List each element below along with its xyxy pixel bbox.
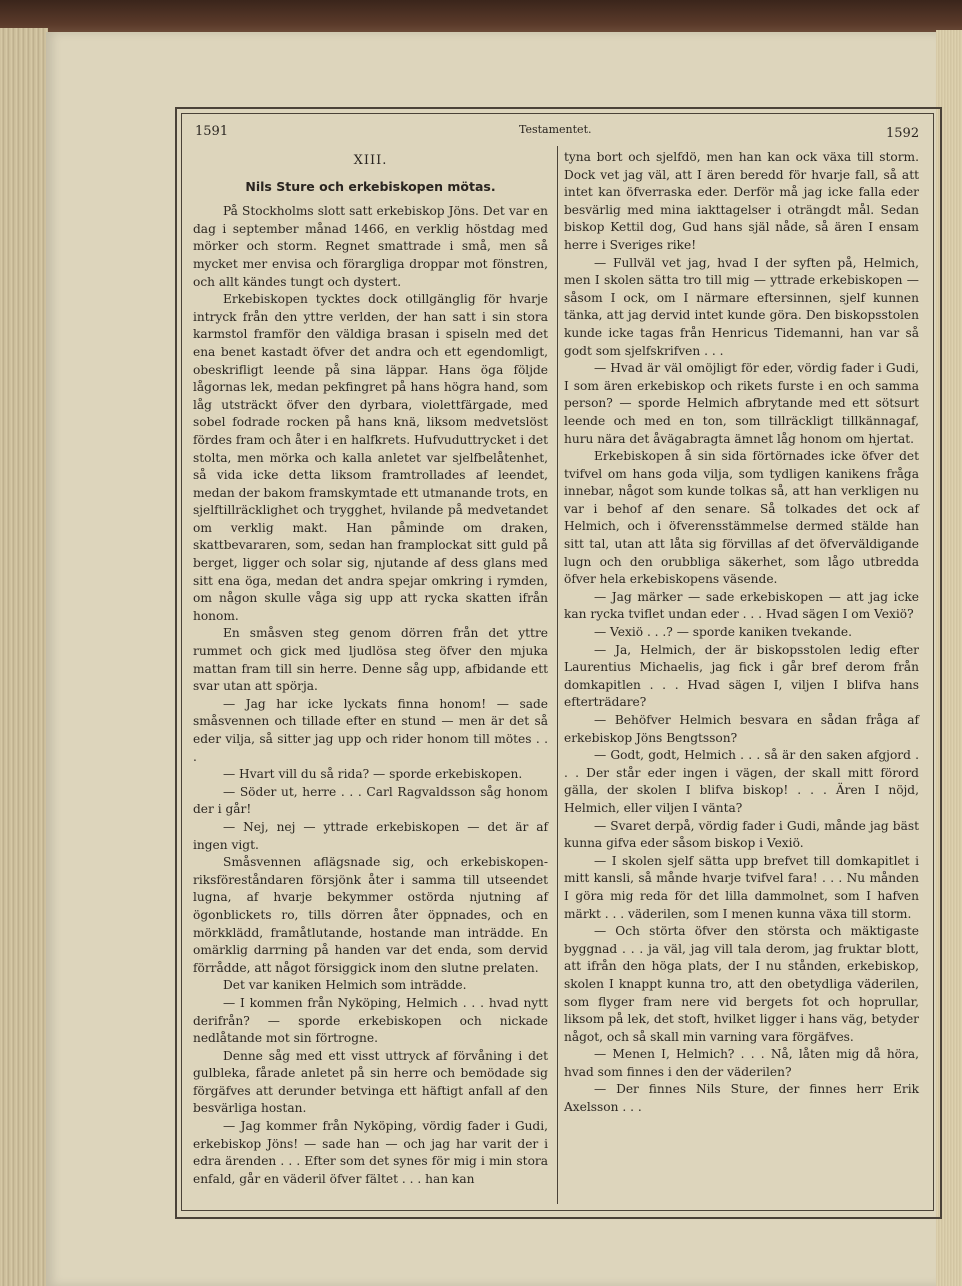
paragraph: — Fullväl vet jag, hvad I der syften på, Helmich, men I skolen sätta tro till mig — yttrade erkebiskopen — såsom I ock, om I närmare eftersinnen, sjelf kunnen tänka, att jag dervid intet kunde göra. Den biskopsstolen kunde icke tagas från Henricus Tidemanni, han var så godt som sjelfskrifven . . .: [564, 255, 919, 358]
paragraph: — Hvart vill du så rida? — sporde erkebiskopen.: [223, 767, 523, 782]
paragraph: — Jag har icke lyckats finna honom! — sade småsvennen och tillade efter en stund — men är det så eder vilja, så sitter jag upp och rider honom till mötes . . .: [193, 696, 548, 764]
paragraph: Småsvennen aflägsnade sig, och erkebiskopen-riksföreståndaren försjönk åter i samma till utseendet lugna, af hvarje bekymmer ostörda njutning af ögonblickets ro, tills dörren åter öppnades, och en mörkklädd, framåtlutande, hostande man inträdde. En omärklig darrning på handen var det enda, som dervid förrådde, att något försiggick inom den slutne prelaten.: [193, 855, 548, 975]
paragraph: — Vexiö . . .? — sporde kaniken tvekande.: [594, 625, 852, 640]
paragraph: Erkebiskopen tycktes dock otillgänglig för hvarje intryck från den yttre verlden, der han satt i sin stora karmstol framför den väldiga brasan i spiseln med det ena benet kastadt öfver det andra och ett egendomligt, obeskrifligt leende på sina läppar. Hans öga följde lågornas lek, medan pekfingret på hans högra hand, som låg utsträckt öfver den dyrbara, violettfärgade, med sobel fodrade rocken på hans knä, liksom medvetslöst fördes fram och åter i en halfkrets. Hufvuduttrycket i det stolta, men mörka och kalla anletet var sjelfbelåtenhet, så vida icke detta liksom framtrollades af leendet, medan der bakom framskymtade ett utmanande trots, en sjelftillräcklighet och trygghet, hvilande på medvetandet om verklig makt. Han påminde om draken, skattbevararen, som, sedan han framplockat sitt guld på berget, ligger och solar sig, njutande af dess glans med sitt ena öga, medan det andra spejar omkring i rymden, om någon skulle våga sig upp att rycka skatten ifrån honom.: [193, 292, 548, 623]
text-column-right: [564, 149, 919, 1117]
page-number-left: 1591: [195, 124, 229, 139]
running-header: Testamentet.: [519, 123, 592, 136]
paragraph: — Och störta öfver den största och mäktigaste byggnad . . . ja väl, jag vill tala derom, jag fruktar blott, att ifrån den höga plats, der I nu stånden, erkebiskop, skolen I knappt kunna tro, att den obetydliga väderilen, som flyger fram nere vid bergets fot och hoprullar, liksom på lek, det stoft, hvilket ligger i hans väg, betyder något, och så skall min varning vara förgäfves.: [564, 924, 919, 1044]
left-column-body: [193, 203, 548, 1188]
paragraph: Erkebiskopen å sin sida förtörnades icke öfver det tvifvel om hans goda vilja, som tydligen kanikens fråga innebar, något som kunde tolkas så, att han verkligen nu var i behof af den senare. Så tolkades det ock af Helmich, och i öfverensstämmelse dermed stälde han sitt tal, utan att låta sig förvillas af det öfverväldigande lugn och den orubbliga säkerhet, som lågo utbredda öfver hela erkebiskopens väsende.: [564, 449, 919, 587]
paragraph: — Svaret derpå, vördig fader i Gudi, månde jag bäst kunna gifva eder såsom biskop i Vexiö.: [564, 818, 919, 851]
paragraph: — I skolen sjelf sätta upp brefvet till domkapitlet i mitt kansli, så månde hvarje tvifvel fara! . . . Nu månden I göra mig reda för det lilla dammolnet, som I hafven märkt . . . väderilen, som I menen kunna växa till storm.: [564, 853, 919, 921]
paragraph: En småsven steg genom dörren från det yttre rummet och gick med ljudlösa steg öfver den mjuka mattan fram till sin herre. Denne såg upp, afbidande ett svar utan att spörja.: [193, 626, 548, 694]
chapter-title: Nils Sture och erkebiskopen mötas.: [245, 178, 496, 194]
paragraph: — Hvad är väl omöjligt för eder, vördig fader i Gudi, I som ären erkebiskop och rikets furste i en och samma person? — sporde Helmich afbrytande med ett sötsurt leende och med en ton, som tillräckligt tillkännagaf, huru nära det åvägabragta ämnet låg honom om hjertat.: [564, 361, 919, 446]
paragraph: — Söder ut, herre . . . Carl Ragvaldsson såg honom der i går!: [193, 784, 548, 817]
paragraph: — Jag kommer från Nyköping, vördig fader i Gudi, erkebiskop Jöns! — sade han — och jag har varit der i edra ärenden . . . Efter som det synes för mig i min stora enfald, går en väderil öfver fältet . . . han kan: [193, 1119, 548, 1186]
paragraph: — Der finnes Nils Sture, der finnes herr Erik Axelsson . . .: [564, 1082, 919, 1115]
paragraph: På Stockholms slott satt erkebiskop Jöns. Det var en dag i september månad 1466, en verklig höstdag med mörker och storm. Regnet smattrade i små, men så mycket mer envisa och förargliga droppar mot fönstren, och allt kändes tungt och dystert.: [193, 204, 548, 289]
page-number-right: 1592: [886, 126, 920, 141]
page-stack-left: [0, 28, 48, 1286]
paragraph: tyna bort och sjelfdö, men han kan ock växa till storm. Dock vet jag väl, att I ären beredd för hvarje fall, så att intet kan öfverraska eder. Derför må jag icke falla eder besvärlig med mina iakttagelser i oträngdt mål. Sedan biskop Kettil dog, Gud hans själ nåde, så ären I ensam herre i Sveriges rike!: [564, 150, 919, 252]
paragraph: — Menen I, Helmich? . . . Nå, låten mig då höra, hvad som finnes i den der väderilen?: [564, 1047, 919, 1079]
paragraph: — Jag märker — sade erkebiskopen — att jag icke kan rycka tviflet undan eder . . . Hvad sägen I om Vexiö?: [564, 589, 919, 622]
paragraph: — I kommen från Nyköping, Helmich . . . hvad nytt derifrån? — sporde erkebiskopen och nickade nedlåtande mot sin förtrogne.: [193, 995, 548, 1046]
text-column-left: [193, 146, 548, 1188]
column-divider: [557, 146, 558, 1204]
paragraph: — Behöfver Helmich besvara en sådan fråga af erkebiskop Jöns Bengtsson?: [564, 713, 919, 745]
paragraph: Det var kaniken Helmich som inträdde.: [223, 978, 467, 993]
right-column-body: [564, 149, 919, 1117]
paragraph: — Ja, Helmich, der är biskopsstolen ledig efter Laurentius Michaelis, jag fick i går bref derom från domkapitlen . . . Hvad sägen I, viljen I blifva hans efterträdare?: [564, 642, 919, 710]
paragraph: — Nej, nej — yttrade erkebiskopen — det är af ingen vigt.: [193, 819, 548, 852]
chapter-number: XIII.: [353, 153, 388, 168]
paragraph: Denne såg med ett visst uttryck af förvåning i det gulbleka, fårade anletet på sin herre och bemödade sig förgäfves att derunder betvinga ett häftigt anfall af den besvärliga hostan.: [193, 1048, 548, 1116]
paragraph: — Godt, godt, Helmich . . . så är den saken afgjord . . . Der står eder ingen i vägen, der skall mitt förord gälla, der skolen I blifva biskop! . . . Ären I nöjd, Helmich, eller viljen I vänta?: [564, 748, 919, 815]
